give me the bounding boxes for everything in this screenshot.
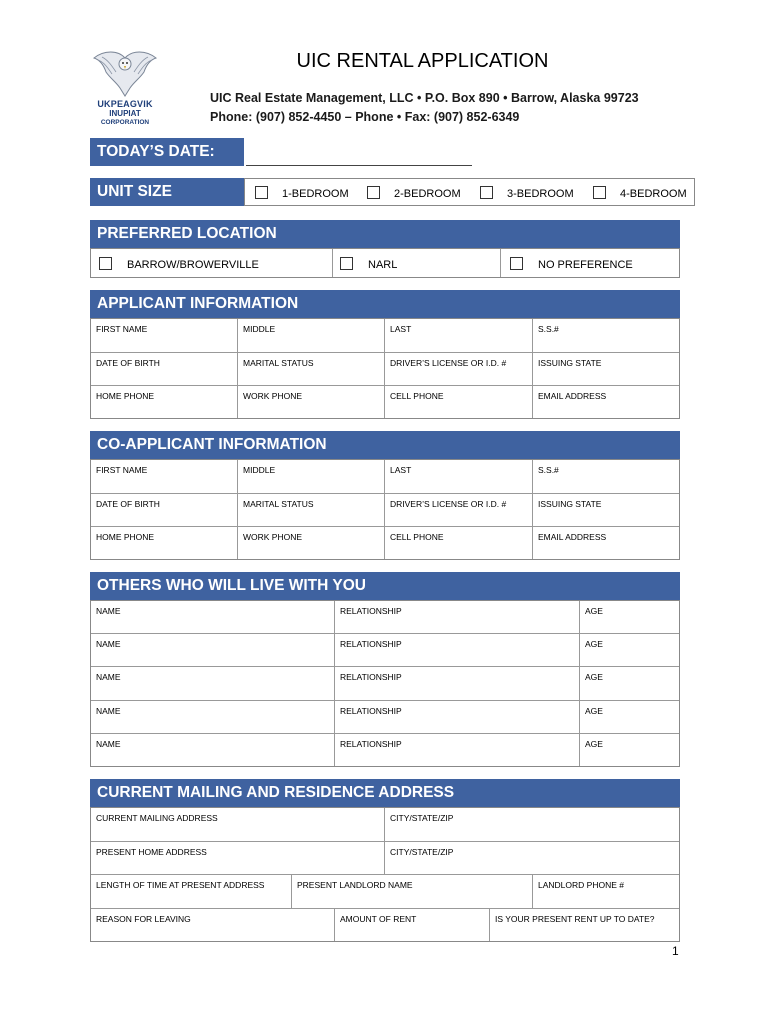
applicant-email[interactable]: EMAIL ADDRESS	[538, 391, 607, 401]
option-1-bedroom: 1-BEDROOM	[282, 188, 349, 200]
others-relationship-4[interactable]: RELATIONSHIP	[335, 701, 580, 734]
landlord-phone[interactable]: LANDLORD PHONE #	[533, 875, 679, 909]
applicant-header: APPLICANT INFORMATION	[90, 290, 680, 318]
applicant-issuing-state[interactable]: ISSUING STATE	[533, 353, 679, 386]
todays-date-field[interactable]	[246, 165, 472, 166]
co-applicant-work-phone[interactable]: WORK PHONE	[238, 527, 385, 559]
checkbox-narl[interactable]	[340, 257, 353, 270]
applicant-cell-phone[interactable]: CELL PHONE	[385, 386, 533, 418]
applicant-first-name[interactable]: FIRST NAME	[91, 319, 238, 353]
option-4-bedroom: 4-BEDROOM	[620, 188, 687, 200]
co-applicant-issuing-state[interactable]: ISSUING STATE	[533, 494, 679, 527]
option-no-preference: NO PREFERENCE	[538, 259, 633, 271]
eagle-icon	[90, 48, 160, 100]
others-age-2[interactable]: AGE	[580, 634, 679, 667]
checkbox-barrow[interactable]	[99, 257, 112, 270]
company-phone: Phone: (907) 852-4450 – Phone • Fax: (907) 852-6349	[210, 110, 520, 124]
company-address: UIC Real Estate Management, LLC • P.O. Box 890 • Barrow, Alaska 99723	[210, 91, 639, 105]
applicant-marital-status[interactable]: MARITAL STATUS	[238, 353, 385, 386]
applicant-dob[interactable]: DATE OF BIRTH	[91, 353, 238, 386]
page-title: UIC RENTAL APPLICATION	[296, 50, 549, 72]
option-2-bedroom: 2-BEDROOM	[394, 188, 461, 200]
checkbox-3-bedroom[interactable]	[480, 186, 493, 199]
page-number: 1	[672, 944, 679, 958]
others-relationship-5[interactable]: RELATIONSHIP	[335, 734, 580, 766]
rent-up-to-date[interactable]: IS YOUR PRESENT RENT UP TO DATE?	[495, 914, 655, 924]
length-of-time[interactable]: LENGTH OF TIME AT PRESENT ADDRESS	[91, 875, 292, 909]
todays-date-label: TODAY’S DATE:	[90, 138, 244, 166]
others-relationship-3[interactable]: RELATIONSHIP	[335, 667, 580, 701]
co-applicant-header: CO-APPLICANT INFORMATION	[90, 431, 680, 459]
co-applicant-dob[interactable]: DATE OF BIRTH	[91, 494, 238, 527]
mailing-city-state-zip[interactable]: CITY/STATE/ZIP	[385, 808, 679, 842]
co-applicant-ssn[interactable]: S.S.#	[533, 460, 679, 494]
logo-text	[90, 100, 160, 127]
co-applicant-email[interactable]: EMAIL ADDRESS	[538, 532, 607, 542]
option-3-bedroom: 3-BEDROOM	[507, 188, 574, 200]
applicant-last[interactable]: LAST	[385, 319, 533, 353]
logo-line2: INUPIAT	[109, 109, 141, 118]
co-applicant-last[interactable]: LAST	[385, 460, 533, 494]
checkbox-no-preference[interactable]	[510, 257, 523, 270]
others-name-3[interactable]: NAME	[91, 667, 335, 701]
others-age-5[interactable]: AGE	[585, 739, 603, 749]
present-landlord-name[interactable]: PRESENT LANDLORD NAME	[292, 875, 533, 909]
checkbox-2-bedroom[interactable]	[367, 186, 380, 199]
co-applicant-license[interactable]: DRIVER’S LICENSE OR I.D. #	[385, 494, 533, 527]
applicant-middle[interactable]: MIDDLE	[238, 319, 385, 353]
others-age-1[interactable]: AGE	[580, 601, 679, 634]
applicant-work-phone[interactable]: WORK PHONE	[238, 386, 385, 418]
co-applicant-first-name[interactable]: FIRST NAME	[91, 460, 238, 494]
co-applicant-home-phone[interactable]: HOME PHONE	[91, 527, 238, 559]
logo-line3: CORPORATION	[100, 119, 150, 126]
others-grid	[90, 600, 680, 767]
others-name-1[interactable]: NAME	[91, 601, 335, 634]
others-name-4[interactable]: NAME	[91, 701, 335, 734]
others-age-3[interactable]: AGE	[580, 667, 679, 701]
co-applicant-middle[interactable]: MIDDLE	[238, 460, 385, 494]
home-city-state-zip[interactable]: CITY/STATE/ZIP	[385, 842, 679, 875]
checkbox-1-bedroom[interactable]	[255, 186, 268, 199]
unit-size-label: UNIT SIZE	[90, 178, 244, 206]
logo-line1: UKPEAGVIK	[97, 99, 153, 109]
address-header: CURRENT MAILING AND RESIDENCE ADDRESS	[90, 779, 680, 807]
applicant-ssn[interactable]: S.S.#	[533, 319, 679, 353]
co-applicant-marital-status[interactable]: MARITAL STATUS	[238, 494, 385, 527]
present-home-address[interactable]: PRESENT HOME ADDRESS	[91, 842, 385, 875]
address-grid	[90, 807, 680, 942]
amount-of-rent[interactable]: AMOUNT OF RENT	[335, 909, 490, 941]
option-barrow: BARROW/BROWERVILLE	[127, 259, 259, 271]
applicant-grid	[90, 318, 680, 419]
preferred-location-header: PREFERRED LOCATION	[90, 220, 680, 248]
others-name-2[interactable]: NAME	[91, 634, 335, 667]
option-narl: NARL	[368, 259, 398, 271]
others-relationship-2[interactable]: RELATIONSHIP	[335, 634, 580, 667]
others-name-5[interactable]: NAME	[91, 734, 335, 766]
current-mailing-address[interactable]: CURRENT MAILING ADDRESS	[91, 808, 385, 842]
checkbox-4-bedroom[interactable]	[593, 186, 606, 199]
applicant-home-phone[interactable]: HOME PHONE	[91, 386, 238, 418]
company-logo	[90, 48, 160, 126]
applicant-license[interactable]: DRIVER’S LICENSE OR I.D. #	[385, 353, 533, 386]
co-applicant-cell-phone[interactable]: CELL PHONE	[385, 527, 533, 559]
others-header: OTHERS WHO WILL LIVE WITH YOU	[90, 572, 680, 600]
cell-narl	[333, 249, 501, 277]
reason-for-leaving[interactable]: REASON FOR LEAVING	[91, 909, 335, 941]
co-applicant-grid	[90, 459, 680, 560]
others-age-4[interactable]: AGE	[580, 701, 679, 734]
others-relationship-1[interactable]: RELATIONSHIP	[335, 601, 580, 634]
